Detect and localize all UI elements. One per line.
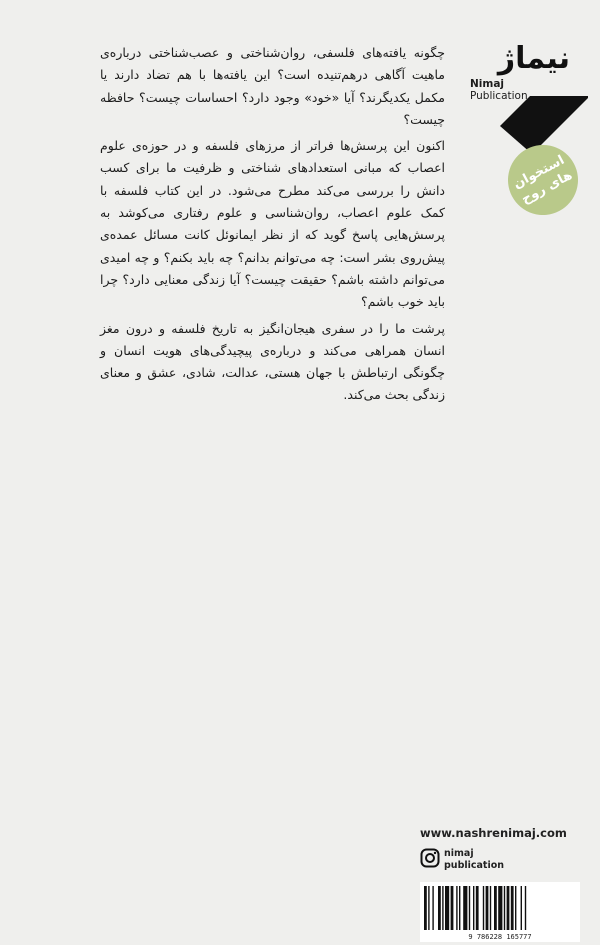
instagram-line-2: publication (444, 860, 505, 871)
barcode-bar (525, 886, 526, 930)
barcode-bar (476, 886, 479, 930)
barcode (420, 882, 580, 942)
barcode-bar (451, 886, 454, 930)
barcode-bar (490, 886, 491, 930)
instagram-line-1: nimaj (444, 848, 474, 859)
blurb-paragraph-1: چگونه یافته‌های فلسفی، روان‌شناختی و عصب‌شناختی درباره‌ی ماهیت آگاهی درهم‌تنیده است؟ این یافته‌ها با هم تضاد دارند یا مکمل یکدیگرند؟ آیا «خود» وجود دارد؟ احساسات چیست؟ حافظه چیست؟ (100, 45, 445, 127)
barcode-bar (456, 886, 457, 930)
barcode-bar (515, 886, 516, 930)
series-badge-text: استخوان های روح (510, 152, 575, 208)
publisher-logo-mark: نیماژ (497, 41, 570, 76)
instagram-handle (420, 848, 540, 874)
barcode-bar (424, 886, 427, 930)
barcode-bar (504, 886, 505, 930)
barcode-bar (483, 886, 484, 930)
instagram-text (444, 848, 504, 872)
publisher-name: Nimaj (470, 78, 505, 90)
barcode-bar (511, 886, 514, 930)
barcode-bar (494, 886, 497, 930)
barcode-bar (498, 886, 502, 930)
barcode-bar (459, 886, 460, 930)
barcode-bar (473, 886, 474, 930)
publisher-logo (460, 42, 570, 102)
blurb-paragraph-3: پرشت ما را در سفری هیجان‌انگیز به تاریخ فلسفه و درون مغز انسان همراهی می‌کند و درباره‌ی پیچیدگی‌های هویت انسان و چگونگی ارتباطش با جهان هستی، عدالت، شادی، عشق و معنای زندگی بحث می‌کند. (100, 320, 445, 403)
barcode-bar (521, 886, 522, 930)
blurb-text (100, 42, 445, 411)
barcode-bar (445, 886, 449, 930)
blurb-paragraph-2: اکنون این پرسش‌ها فراتر از مرزهای فلسفه و در حوزه‌ی علوم اعصاب که مبانی استعدادهای شناختی و ظرفیت ما برای کسب دانش را بررسی می‌کند مطرح می‌شود. در این کتاب فلسفه با کمک علوم اعصاب، روان‌شناسی و علوم رفتاری می‌کوشد به پرسش‌هایی پاسخ گوید که از نظر ایمانوئل کانت مسائل عمده‌ی پیش‌روی بشر است: چه می‌توانم بدانم؟ چه باید بکنم؟ و چه امیدی می‌توانم داشته باشم؟ حقیقت چیست؟ آیا زندگی معنایی دارد؟ چرا باید خوب باشم؟ (100, 138, 445, 310)
barcode-bar (428, 886, 429, 930)
barcode-digits: 9 786228 165777 (468, 933, 532, 941)
publisher-website: www.nashrenimaj.com (420, 826, 567, 840)
barcode-bar (438, 886, 441, 930)
barcode-bar (507, 886, 510, 930)
barcode-bar (469, 886, 470, 930)
instagram-icon (420, 848, 440, 868)
publisher-subtitle: Publication (470, 90, 528, 102)
barcode-bar (463, 886, 467, 930)
barcode-bar (442, 886, 443, 930)
barcode-bar (486, 886, 489, 930)
barcode-bar (432, 886, 433, 930)
